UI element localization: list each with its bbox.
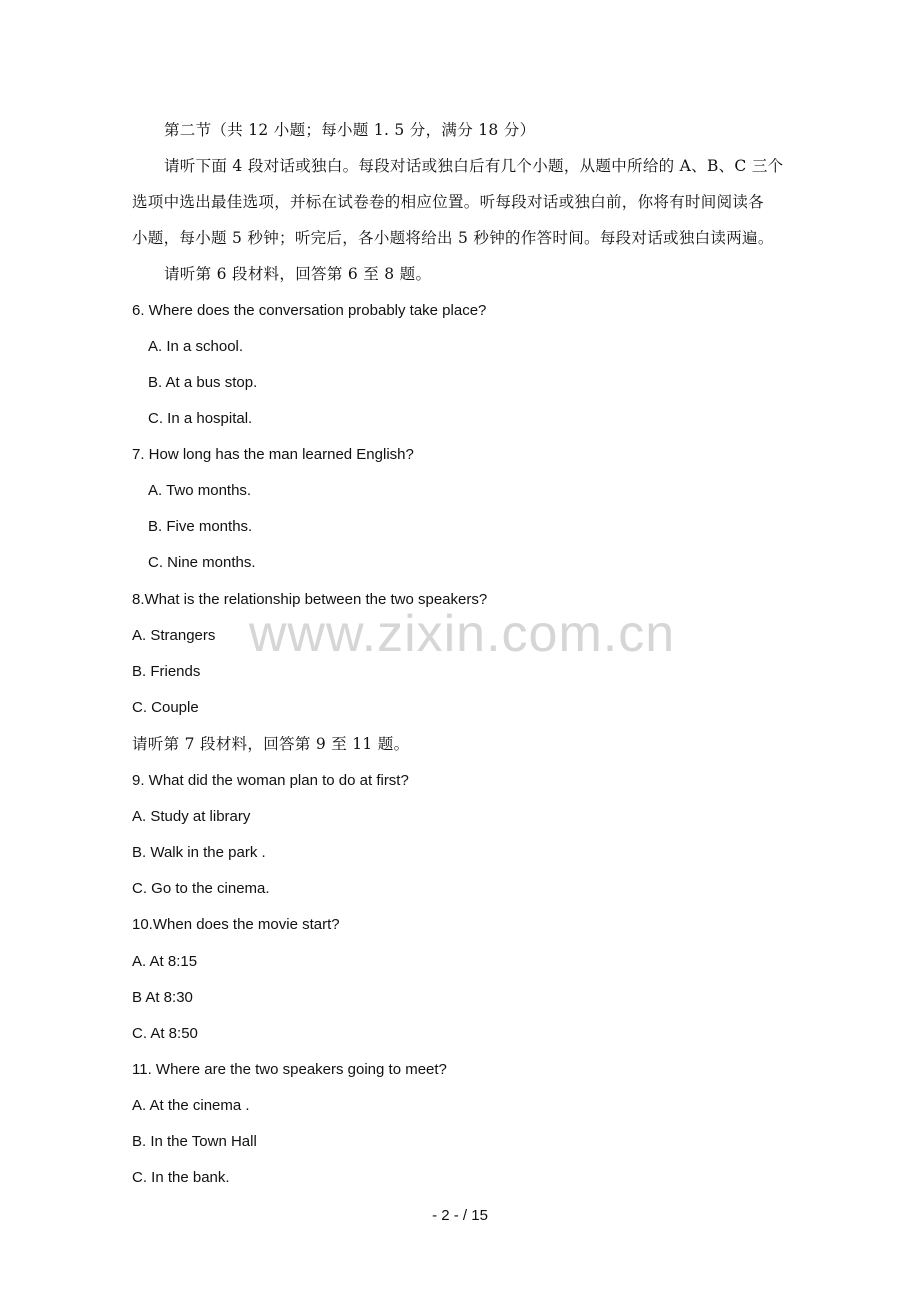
- question-7-option-b: B. Five months.: [148, 518, 253, 535]
- question-10-stem: 10.When does the movie start?: [132, 916, 340, 933]
- question-8-stem: 8.What is the relationship between the two speakers?: [132, 591, 488, 608]
- question-6-option-b: B. At a bus stop.: [148, 374, 258, 391]
- material-6-note: 请听第 6 段材料，回答第 6 至 8 题。: [164, 265, 432, 283]
- watermark: www.zixin.com.cn: [248, 605, 676, 663]
- instruction-line-2: 选项中选出最佳选项，并标在试卷卷的相应位置。听每段对话或独白前，你将有时间阅读各: [132, 193, 765, 211]
- question-11-stem: 11. Where are the two speakers going to meet?: [132, 1061, 447, 1078]
- question-11-option-a: A. At the cinema .: [132, 1097, 250, 1114]
- question-7-stem: 7. How long has the man learned English?: [132, 446, 414, 463]
- question-6-option-c: C. In a hospital.: [148, 410, 253, 427]
- question-9-option-b: B. Walk in the park .: [132, 844, 266, 861]
- question-7-option-a: A. Two months.: [148, 482, 252, 499]
- question-6-option-a: A. In a school.: [148, 338, 244, 355]
- instruction-line-1: 请听下面 4 段对话或独白。每段对话或独白后有几个小题，从题中所给的 A、B、C 三个: [164, 157, 784, 175]
- question-9-stem: 9. What did the woman plan to do at first?: [132, 772, 409, 789]
- page-number: - 2 - / 15: [432, 1207, 488, 1224]
- section-title: 第二节（共 12 小题；每小题 1. 5 分，满分 18 分）: [164, 121, 536, 139]
- question-11-option-b: B. In the Town Hall: [132, 1133, 257, 1150]
- question-10-option-b: B At 8:30: [132, 989, 193, 1006]
- material-7-note: 请听第 7 段材料，回答第 9 至 11 题。: [132, 735, 410, 753]
- question-7-option-c: C. Nine months.: [148, 554, 256, 571]
- question-8-option-c: C. Couple: [132, 699, 199, 716]
- instruction-line-3: 小题，每小题 5 秒钟；听完后，各小题将给出 5 秒钟的作答时间。每段对话或独白读两遍。: [132, 229, 774, 247]
- question-11-option-c: C. In the bank.: [132, 1169, 230, 1186]
- question-6-stem: 6. Where does the conversation probably take place?: [132, 302, 487, 319]
- question-8-option-b: B. Friends: [132, 663, 201, 680]
- question-8-option-a: A. Strangers: [132, 627, 216, 644]
- question-9-option-a: A. Study at library: [132, 808, 251, 825]
- question-10-option-a: A. At 8:15: [132, 953, 198, 970]
- question-10-option-c: C. At 8:50: [132, 1025, 198, 1042]
- question-9-option-c: C. Go to the cinema.: [132, 880, 270, 897]
